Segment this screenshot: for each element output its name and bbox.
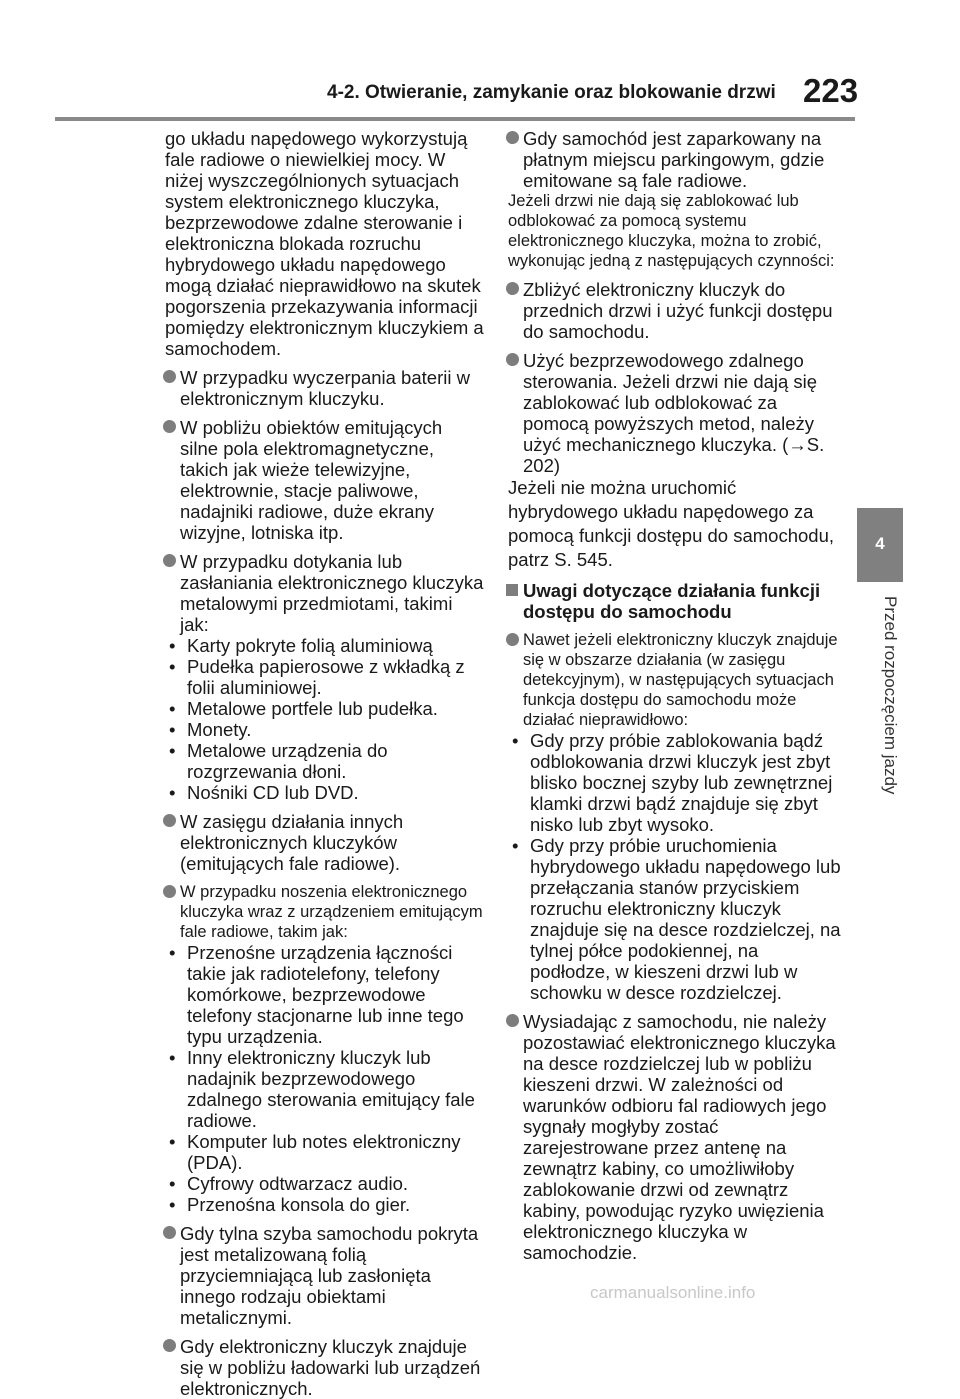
sub-bullet: • Monety. xyxy=(165,719,485,740)
sub-bullet: • Metalowe portfele lub pudełka. xyxy=(165,698,485,719)
sub-bullet: • Przenośna konsola do gier. xyxy=(165,1194,485,1215)
bullet-dot-icon xyxy=(163,554,176,567)
left-bullet-list xyxy=(165,367,485,1399)
page-number: 223 xyxy=(803,72,859,109)
right-column xyxy=(508,128,843,1263)
bullet-dot-icon xyxy=(506,131,519,144)
header-rule xyxy=(55,117,855,121)
bullet-dot-icon xyxy=(163,1339,176,1352)
bullet-item: W pobliżu obiektów emitujących silne pola elektromagnetyczne, takich jak wieże telewizyjne, elektrownie, stacje paliwowe, nadajniki radiowe, duże ekrany wizyjne, lotniska itp. xyxy=(165,417,485,543)
bullet-dot-icon xyxy=(163,885,176,898)
left-column xyxy=(165,128,485,1399)
sub-bullet: • Gdy przy próbie zablokowania bądź odblokowania drzwi kluczyk jest zbyt blisko bocznej szyby lub zewnętrznej klamki drzwi bądź znajduje się zbyt nisko lub zbyt wysoko. xyxy=(508,730,843,835)
sub-bullet: • Pudełka papierosowe z wkładką z folii aluminiowej. xyxy=(165,656,485,698)
sub-bullet: • Komputer lub notes elektroniczny (PDA). xyxy=(165,1131,485,1173)
bullet-dot-icon xyxy=(163,1226,176,1239)
chapter-tab[interactable] xyxy=(857,508,903,582)
sub-bullet: • Inny elektroniczny kluczyk lub nadajnik bezprzewodowego zdalnego sterowania emitujący fale radiowe. xyxy=(165,1047,485,1131)
info-paragraph: Jeżeli nie można uruchomić hybrydowego układu napędowego za pomocą funkcji dostępu do samochodu, patrz S. 545. xyxy=(508,477,835,570)
bullet-dot-icon xyxy=(163,370,176,383)
sub-bullet: • Nośniki CD lub DVD. xyxy=(165,782,485,803)
bullet-dot-icon xyxy=(506,1014,519,1027)
bullet-item: Gdy elektroniczny kluczyk znajduje się w pobliżu ładowarki lub urządzeń elektronicznych. xyxy=(165,1336,485,1399)
intro-paragraph: go układu napędowego wykorzystują fale radiowe o niewielkiej mocy. W niżej wyszczególnionych sytuacjach system elektronicznego kluczyka, bezprzewodowe zdalne sterowanie i elektroniczna blokada rozruchu hybrydowego układu napędowego mogą działać nieprawidłowo na skutek pogorszenia przekazywania informacji pomiędzy elektronicznym kluczykiem a samochodem. xyxy=(165,128,484,359)
bullet-dot-icon xyxy=(506,282,519,295)
bullet-item: Gdy tylna szyba samochodu pokryta jest metalizowaną folią przyciemniającą lub zasłonięta innego rodzaju obiektami metalicznymi. xyxy=(165,1223,485,1328)
bullet-dot-icon xyxy=(506,353,519,366)
bullet-item: W przypadku noszenia elektronicznego kluczyka wraz z urządzeniem emitującym fale radiowe, takim jak: xyxy=(165,882,485,942)
square-bullet-icon xyxy=(506,584,518,596)
sub-bullet: • Metalowe urządzenia do rozgrzewania dłoni. xyxy=(165,740,485,782)
chapter-label: Przed rozpoczęciem jazdy xyxy=(881,596,900,795)
bullet-dot-icon xyxy=(506,633,519,646)
bullet-item: Wysiadając z samochodu, nie należy pozostawiać elektronicznego kluczyka na desce rozdzielczej lub w pobliżu kieszeni drzwi. W zależności od warunków odbioru fal radiowych jego sygnały mogłyby zostać zarejestrowane przez antenę na zewnątrz kabiny, co umożliwiłoby zablokowanie drzwi od zewnątrz kabiny, powodując ryzyko uwięzienia elektronicznego kluczyka w samochodzie. xyxy=(508,1011,843,1263)
section-heading: Uwagi dotyczące działania funkcji dostępu do samochodu xyxy=(508,580,843,622)
bullet-dot-icon xyxy=(163,814,176,827)
bullet-dot-icon xyxy=(163,420,176,433)
bullet-item: W przypadku wyczerpania baterii w elektronicznym kluczyku. xyxy=(165,367,485,409)
sub-bullet: • Gdy przy próbie uruchomienia hybrydowego układu napędowego lub przełączania stanów przyciskiem rozruchu elektroniczny kluczyk znajduje się na desce rozdzielczej, na tylnej półce podokiennej, na podłodze, w kieszeni drzwi lub w schowku w desce rozdzielczej. xyxy=(508,835,843,1003)
bullet-item: W przypadku dotykania lub zasłaniania elektronicznego kluczyka metalowymi przedmiotami, takimi jak: xyxy=(165,551,485,635)
bullet-item: Gdy samochód jest zaparkowany na płatnym miejscu parkingowym, gdzie emitowane są fale radiowe. xyxy=(508,128,843,191)
note-paragraph: Jeżeli drzwi nie dają się zablokować lub odblokować za pomocą systemu elektronicznego kluczyka, można to zrobić, wykonując jedną z następujących czynności: xyxy=(508,192,835,270)
bullet-item: Zbliżyć elektroniczny kluczyk do przednich drzwi i użyć funkcji dostępu do samochodu. xyxy=(508,279,843,342)
sub-bullet: • Przenośne urządzenia łączności takie jak radiotelefony, telefony komórkowe, bezprzewodowe telefony stacjonarne lub inne tego typu urządzenia. xyxy=(165,942,485,1047)
bullet-item: Użyć bezprzewodowego zdalnego sterowania. Jeżeli drzwi nie dają się zablokować lub odblokować za pomocą powyższych metod, należy użyć mechanicznego kluczyka. (→S. 202) xyxy=(508,350,843,476)
sub-bullet: • Cyfrowy odtwarzacz audio. xyxy=(165,1173,485,1194)
chapter-number: 4 xyxy=(875,534,885,553)
bullet-item: Nawet jeżeli elektroniczny kluczyk znajduje się w obszarze działania (w zasięgu detekcyjnym), w następujących sytuacjach funkcja dostępu do samochodu może działać nieprawidłowo: xyxy=(508,630,843,730)
bullet-item: W zasięgu działania innych elektronicznych kluczyków (emitujących fale radiowe). xyxy=(165,811,485,874)
sub-bullet: • Karty pokryte folią aluminiową xyxy=(165,635,485,656)
watermark: carmanualsonline.info xyxy=(590,1283,756,1302)
page-header-title: 4-2. Otwieranie, zamykanie oraz blokowanie drzwi xyxy=(327,82,776,103)
